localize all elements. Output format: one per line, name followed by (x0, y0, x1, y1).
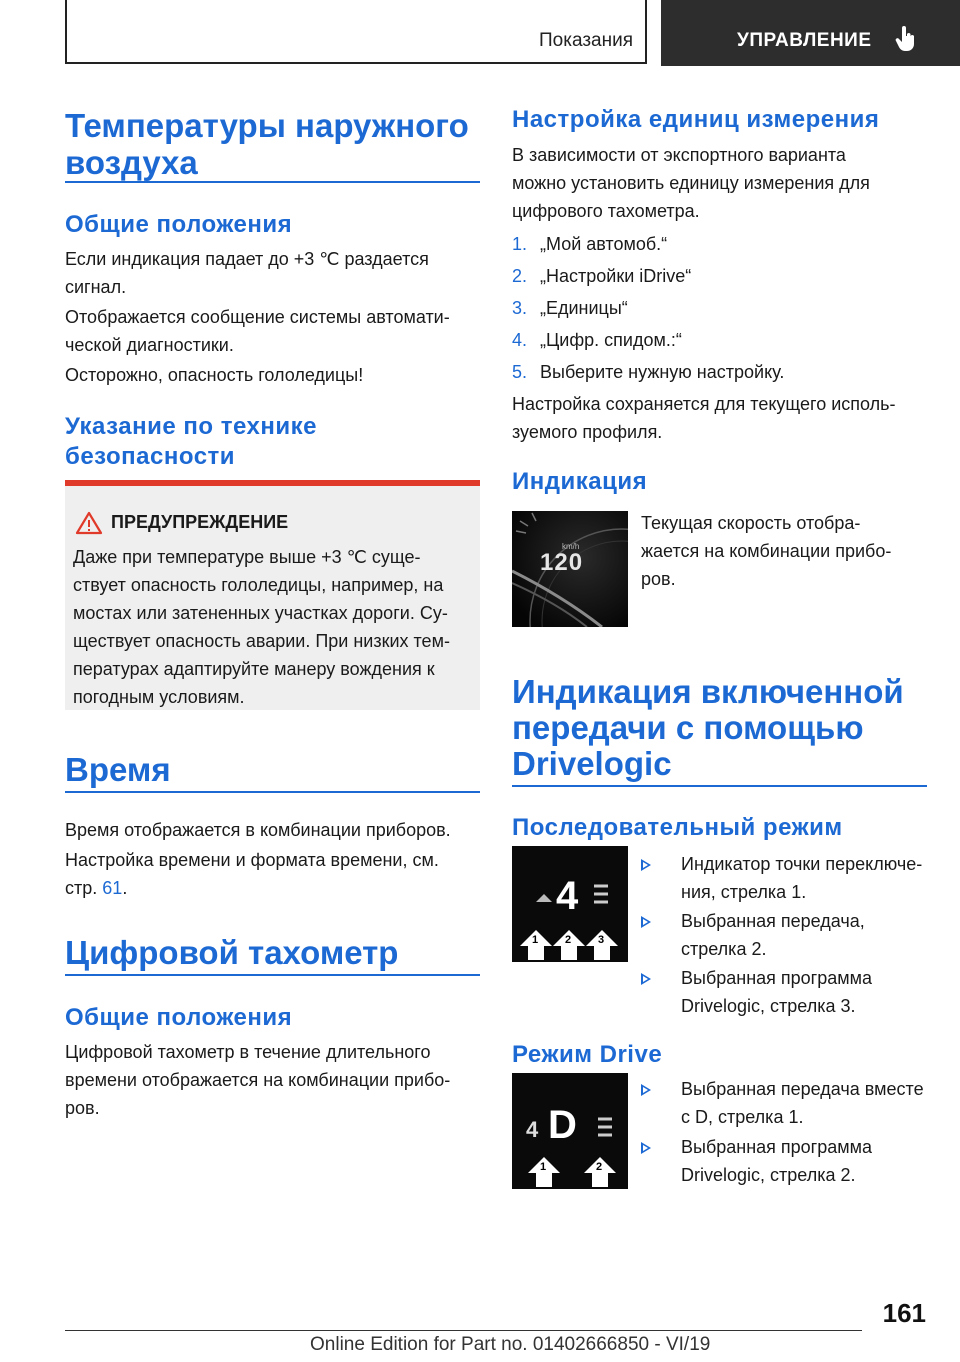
bullet-line: Выбранная передача, (681, 911, 865, 931)
bullet-line: Drivelogic, стрелка 2. (681, 1165, 856, 1185)
paragraph-line: времени отображается на комбинации прибо- (65, 1070, 451, 1090)
general-heading: Общие положения (65, 1004, 293, 1031)
bullet-line: стрелка 2. (681, 939, 767, 959)
arrow-label: 2 (596, 1161, 603, 1173)
page-ref-suffix: . (122, 878, 128, 898)
outside-temp-title-line1: Температуры наружного (65, 107, 469, 144)
units-heading: Настройка единиц измерения (512, 106, 880, 133)
tacho-title: Цифровой тахометр (65, 934, 399, 971)
bullet-line: с D, стрелка 1. (681, 1107, 804, 1127)
step-text: Выберите нужную настройку. (540, 362, 785, 382)
step-text: „Единицы“ (540, 298, 628, 318)
sequential-heading: Последовательный режим (512, 814, 843, 841)
paragraph-line: цифрового тахометра. (512, 201, 700, 221)
bullet-line: Выбранная программа (681, 1137, 873, 1157)
drive-gear-number: 4 (526, 1117, 539, 1142)
safety-heading-line1: Указание по технике (65, 413, 317, 440)
section-rule (512, 785, 927, 787)
paragraph-line: Настройка сохраняется для текущего исполь- (512, 394, 896, 414)
header-section-tab[interactable] (65, 0, 647, 64)
section-tab-label: Показания (539, 30, 633, 51)
step-text: „Мой автомоб.“ (540, 234, 668, 254)
arrow-label: 1 (532, 934, 539, 946)
paragraph-line: Цифровой тахометр в течение длительного (65, 1042, 431, 1062)
warning-line: Даже при температуре выше +3 ℃ суще- (73, 547, 421, 567)
warning-line: ществует опасность аварии. При низких тем- (73, 631, 450, 651)
paragraph-line: ров. (65, 1098, 100, 1118)
time-title: Время (65, 751, 171, 788)
paragraph-line: Настройка времени и формата времени, см. (65, 850, 439, 870)
drive-mode-image (512, 1073, 628, 1189)
page-number: 161 (882, 1298, 926, 1328)
edition-info: Online Edition for Part no. 01402666850 - VI/19 (310, 1334, 711, 1355)
arrow-label: 2 (565, 934, 572, 946)
paragraph-line: В зависимости от экспортного варианта (512, 145, 846, 165)
hand-pointer-icon (895, 26, 917, 52)
bullet-triangle-icon (641, 1084, 651, 1096)
step-number: 4. (512, 330, 528, 350)
bullet-triangle-icon (641, 859, 651, 871)
speed-value: 120 (540, 549, 584, 576)
bullet-triangle-icon (641, 973, 651, 985)
step-number: 2. (512, 266, 528, 286)
bullet-triangle-icon (641, 1142, 651, 1154)
gear-title-line1: Индикация включенной (512, 673, 904, 710)
paragraph-line: жается на комбинации прибо- (641, 541, 892, 561)
warning-line: погодным условиям. (73, 687, 245, 707)
section-rule (65, 791, 480, 793)
arrow-label: 1 (540, 1161, 547, 1173)
warning-box (65, 480, 480, 710)
drive-mode-letter: D (548, 1103, 577, 1147)
gear-title-line3: Drivelogic (512, 745, 672, 782)
paragraph-line: сигнал. (65, 277, 127, 297)
paragraph-line (65, 874, 127, 902)
warning-title: ПРЕДУПРЕЖДЕНИЕ (111, 512, 289, 532)
paragraph-line: Осторожно, опасность гололедицы! (65, 365, 364, 385)
bullet-triangle-icon (641, 916, 651, 928)
step-text: „Настройки iDrive“ (540, 266, 692, 286)
step-number: 1. (512, 234, 528, 254)
speed-unit: km/h (562, 542, 580, 551)
page-ref-link[interactable]: 61 (102, 878, 123, 898)
warning-triangle-icon (75, 511, 103, 535)
header-chapter-tab[interactable] (661, 0, 960, 66)
bullet-line: Выбранная программа (681, 968, 873, 988)
paragraph-line: зуемого профиля. (512, 422, 663, 442)
outside-temp-title-line2: воздуха (65, 144, 198, 181)
general-heading: Общие положения (65, 211, 293, 238)
warning-line: мостах или затененных участках дороги. Су- (73, 603, 448, 623)
indication-heading: Индикация (512, 468, 648, 495)
section-rule (65, 974, 480, 976)
footer-rule (65, 1330, 862, 1331)
gear-title-line2: передачи с помощью (512, 709, 864, 746)
paragraph-line: Если индикация падает до +3 ℃ раздается (65, 249, 429, 269)
step-number: 5. (512, 362, 528, 382)
section-rule (65, 181, 480, 183)
bullet-line: Индикатор точки переключе- (681, 854, 923, 874)
warning-line: пературах адаптируйте манеру вождения к (73, 659, 435, 679)
paragraph-line: Отображается сообщение системы автомати- (65, 307, 450, 327)
sequential-mode-image (512, 846, 628, 962)
step-number: 3. (512, 298, 528, 318)
bullet-line: Выбранная передача вместе (681, 1079, 924, 1099)
paragraph-line: можно установить единицу измерения для (512, 173, 870, 193)
paragraph-line: ческой диагностики. (65, 335, 234, 355)
drive-heading: Режим Drive (512, 1041, 663, 1068)
warning-line: ствует опасность гололедицы, например, на (73, 575, 444, 595)
paragraph-line: Время отображается в комбинации приборов. (65, 820, 451, 840)
safety-heading-line2: безопасности (65, 443, 236, 470)
step-text: „Цифр. спидом.:“ (540, 330, 682, 350)
page-ref-prefix: стр. (65, 878, 98, 898)
bullet-line: Drivelogic, стрелка 3. (681, 996, 856, 1016)
bullet-line: ния, стрелка 1. (681, 882, 807, 902)
arrow-label: 3 (598, 934, 605, 946)
paragraph-line: Текущая скорость отобра- (641, 513, 861, 533)
paragraph-line: ров. (641, 569, 676, 589)
digital-speedometer-image (512, 511, 628, 627)
chapter-tab-label: УПРАВЛЕНИЕ (737, 30, 872, 51)
sequential-gear-number: 4 (556, 874, 579, 918)
